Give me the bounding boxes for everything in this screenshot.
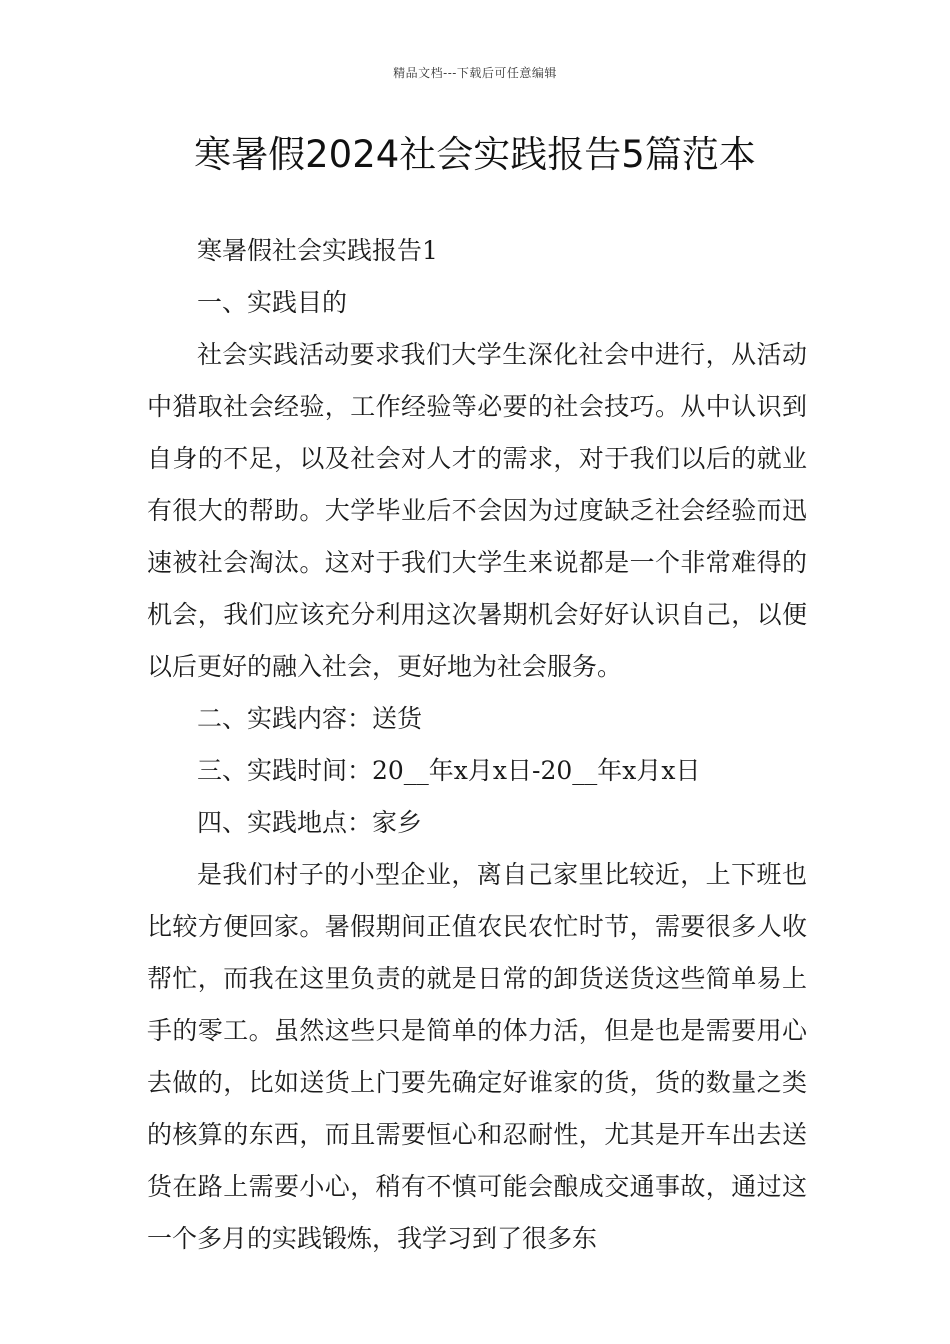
paragraph-purpose: 社会实践活动要求我们大学生深化社会中进行，从活动中猎取社会经验，工作经验等必要的社会技巧。从中认识到自身的不足，以及社会对人才的需求，对于我们以后的就业有很大的帮助。大学毕业后不会因为过度缺乏社会经验而迅速被社会淘汰。这对于我们大学生来说都是一个非常难得的机会，我们应该充分利用这次暑期机会好好认识自己，以便以后更好的融入社会，更好地为社会服务。: [147, 340, 807, 681]
document-body: [147, 225, 807, 1265]
subheading-purpose: 一、实践目的: [197, 288, 348, 317]
subheading-content: 二、实践内容：送货: [197, 704, 423, 733]
subheading-time: 三、实践时间：20__年x月x日-20__年x月x日: [197, 756, 701, 785]
section-heading: 寒暑假社会实践报告1: [197, 236, 438, 265]
paragraph-experience: 是我们村子的小型企业，离自己家里比较近，上下班也比较方便回家。暑假期间正值农民农忙时节，需要很多人收帮忙，而我在这里负责的就是日常的卸货送货这些简单易上手的零工。虽然这些只是简单的体力活，但是也是需要用心去做的，比如送货上门要先确定好谁家的货，货的数量之类的核算的东西，而且需要恒心和忍耐性，尤其是开车出去送货在路上需要小心，稍有不慎可能会酿成交通事故，通过这一个多月的实践锻炼，我学习到了很多东: [147, 860, 807, 1253]
document-title: 寒暑假2024社会实践报告5篇范本: [194, 133, 756, 176]
subheading-location: 四、实践地点：家乡: [197, 808, 423, 837]
header-note: 精品文档---下载后可任意编辑: [393, 66, 557, 80]
